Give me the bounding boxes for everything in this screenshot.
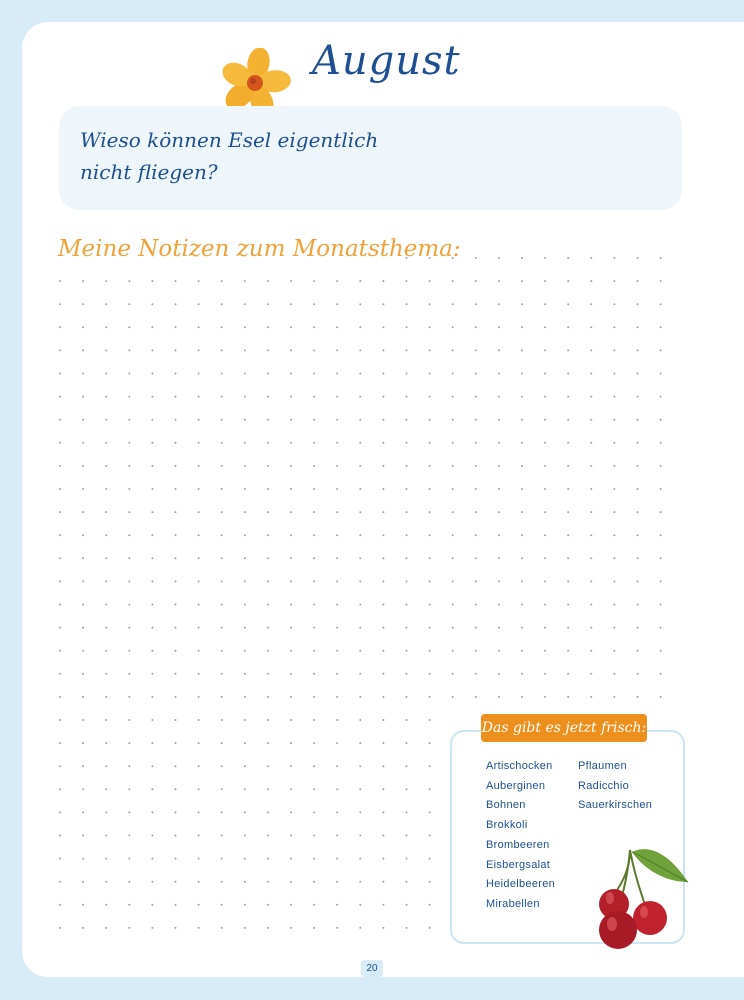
produce-list-column-1 bbox=[486, 757, 555, 915]
fresh-produce-title: Das gibt es jetzt frisch: bbox=[481, 714, 647, 742]
page-number: 20 bbox=[361, 960, 383, 977]
produce-item: Sauerkirschen bbox=[578, 799, 653, 812]
produce-item: Artischocken bbox=[486, 760, 553, 772]
produce-item: Brokkoli bbox=[486, 819, 528, 832]
question-line-1: Wieso können Esel eigentlich bbox=[80, 128, 379, 152]
monthly-question bbox=[80, 124, 500, 188]
month-title: August bbox=[312, 38, 461, 84]
notes-heading: Meine Notizen zum Monatsthema: bbox=[58, 236, 461, 262]
produce-item: Pflaumen bbox=[578, 760, 627, 772]
produce-item: Auberginen bbox=[486, 779, 546, 792]
produce-item: Mirabellen bbox=[486, 897, 540, 910]
produce-item: Brombeeren bbox=[486, 838, 550, 851]
produce-list-column-2 bbox=[578, 757, 652, 816]
produce-item: Heidelbeeren bbox=[486, 878, 556, 891]
question-line-2: nicht fliegen? bbox=[80, 160, 218, 184]
produce-item: Bohnen bbox=[486, 799, 526, 812]
produce-item: Radicchio bbox=[578, 779, 630, 792]
produce-item: Eisbergsalat bbox=[486, 858, 551, 871]
cherries-illustration bbox=[588, 842, 696, 952]
